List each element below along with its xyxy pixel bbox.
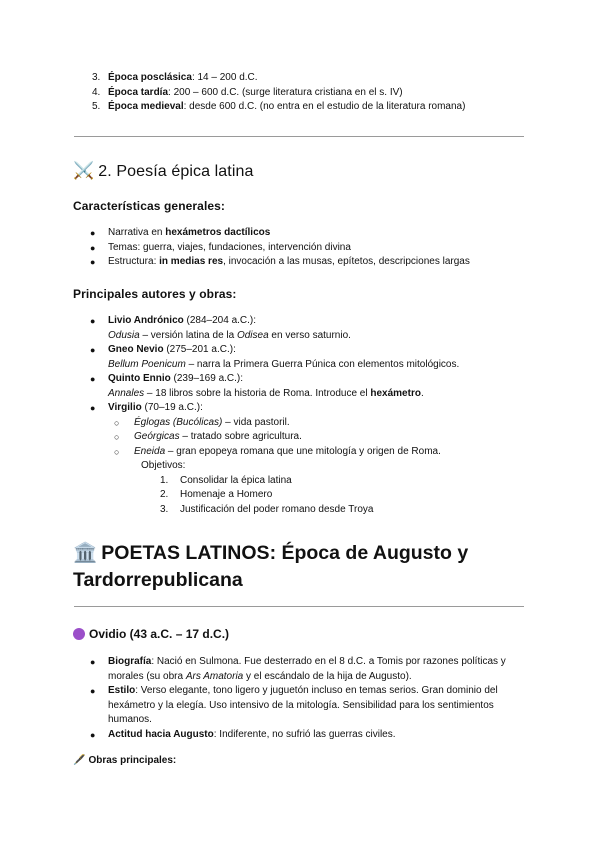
- list-item: [160, 474, 530, 489]
- text: en verso saturnio.: [268, 329, 351, 341]
- bullet-icon: ●: [90, 242, 96, 253]
- list-item-nevio: [90, 343, 530, 358]
- list-item: [92, 86, 465, 101]
- text: – 18 libros sobre la historia de Roma. Introduce el: [144, 387, 371, 399]
- work-title: Ars Amatoria: [185, 670, 244, 682]
- ovidio-list: [90, 655, 510, 742]
- author-work: [90, 387, 530, 402]
- bullet-icon: ●: [90, 316, 96, 326]
- autores-list: [90, 314, 530, 517]
- bullet-icon: ●: [90, 374, 96, 384]
- work-title: Annales: [108, 387, 145, 399]
- bold-text: hexámetros dactílicos: [165, 227, 271, 238]
- author-dates: (239–169 a.C.):: [170, 373, 244, 384]
- poetas-heading: [73, 540, 523, 594]
- text: – narra la Primera Guerra Púnica con elementos mitológicos.: [185, 358, 460, 370]
- bullet-icon: ●: [90, 257, 96, 267]
- crossed-swords-icon: ⚔️: [73, 161, 95, 180]
- bold-text: Biografía: [108, 656, 152, 667]
- author-name: Livio Andrónico: [108, 315, 184, 326]
- list-number: 3.: [92, 72, 101, 83]
- section-title: 2. Poesía épica latina: [98, 163, 254, 180]
- author-name: Quinto Ennio: [108, 373, 171, 384]
- period-name: Época posclásica: [108, 72, 192, 83]
- list-item: [114, 430, 530, 445]
- text: – tratado sobre agricultura.: [179, 431, 302, 442]
- bullet-icon: ●: [90, 729, 96, 740]
- list-item-ennio: [90, 372, 530, 387]
- period-range: : 14 – 200 d.C.: [191, 72, 258, 83]
- circle-bullet-icon: ○: [114, 432, 120, 442]
- text: Narrativa en: [108, 227, 166, 238]
- heading-title: Ovidio (43 a.C. – 17 d.C.): [89, 627, 230, 641]
- list-number: 5.: [92, 101, 101, 112]
- bold-text: Estilo: [108, 685, 136, 696]
- objetivos-label: Objetivos:: [141, 460, 186, 471]
- subheading-autores: Principales autores y obras:: [73, 287, 237, 301]
- work-title: Églogas (Bucólicas): [134, 416, 223, 428]
- work-title: Odisea: [236, 329, 269, 341]
- bullet-icon: ●: [90, 403, 96, 413]
- list-item: [90, 241, 530, 256]
- list-item-virgilio: [90, 401, 530, 416]
- divider: [74, 606, 524, 607]
- author-dates: (275–201 a.C.):: [163, 344, 236, 355]
- bold-text: Actitud hacia Augusto: [108, 728, 214, 740]
- bullet-icon: ●: [90, 345, 96, 355]
- subheading-caracteristicas: Características generales:: [73, 199, 226, 213]
- section-heading-epica: [73, 161, 253, 181]
- circle-bullet-icon: ○: [114, 417, 120, 428]
- text: – vida pastoril.: [222, 416, 290, 428]
- author-work: [90, 329, 530, 344]
- list-number: 1.: [160, 474, 169, 486]
- list-number: 2.: [160, 489, 169, 500]
- list-item: [160, 488, 530, 503]
- author-name: Virgilio: [108, 402, 142, 413]
- period-range: : desde 600 d.C. (no entra en el estudio de la literatura romana): [183, 101, 466, 112]
- text: : Indiferente, no sufrió las guerras civiles.: [213, 728, 396, 740]
- objetivos-list: [134, 474, 530, 518]
- author-dates: (70–19 a.C.):: [141, 402, 203, 413]
- text: Temas: guerra, viajes, fundaciones, intervención divina: [108, 241, 351, 253]
- author-name: Gneo Nevio: [108, 344, 164, 355]
- period-name: Época tardía: [108, 86, 169, 98]
- period-name: Época medieval: [108, 101, 184, 112]
- text: Estructura:: [108, 256, 160, 267]
- list-item: [92, 100, 465, 115]
- list-item-actitud: [90, 728, 510, 743]
- bold-text: in medias res: [159, 256, 224, 267]
- bullet-icon: ●: [90, 686, 96, 696]
- text: – versión latina de la: [139, 329, 237, 341]
- list-item: [114, 445, 530, 460]
- work-title: Bellum Poenicum: [108, 358, 186, 370]
- bullet-icon: ●: [90, 657, 96, 667]
- list-item: [90, 255, 530, 270]
- text: : Nació en Sulmona. Fue desterrado en el 8 d.C. a Tomis por razones políticas y morales (su obra: [108, 656, 506, 682]
- fountain-pen-icon: 🖋️: [73, 755, 86, 766]
- bold-text: hexámetro: [370, 387, 421, 399]
- ovidio-heading: [73, 627, 229, 641]
- bullet-icon: ●: [90, 228, 96, 238]
- list-item-biografia: [90, 655, 510, 684]
- virgilio-works: [90, 416, 530, 518]
- work-title: Geórgicas: [134, 431, 180, 442]
- work-title: Odusia: [108, 329, 140, 341]
- classical-building-icon: 🏛️: [73, 542, 98, 564]
- obras-heading: [73, 755, 176, 766]
- text: Consolidar la épica latina: [180, 474, 292, 486]
- list-number: 4.: [92, 86, 101, 98]
- list-item: [92, 71, 465, 86]
- periods-list: [92, 71, 465, 115]
- caracteristicas-list: [90, 226, 530, 270]
- list-item: [160, 503, 530, 518]
- text: – gran epopeya romana que une mitología y origen de Roma.: [165, 445, 441, 457]
- author-work: [90, 358, 530, 373]
- divider: [74, 136, 524, 137]
- period-range: : 200 – 600 d.C. (surge literatura cristiana en el s. IV): [168, 86, 403, 98]
- list-item: [90, 226, 530, 241]
- purple-circle-icon: [73, 628, 85, 640]
- list-item-livio: [90, 314, 530, 329]
- list-item: [114, 416, 530, 431]
- author-dates: (284–204 a.C.):: [183, 315, 257, 326]
- text: .: [420, 387, 424, 399]
- text: Homenaje a Homero: [180, 489, 273, 500]
- heading-title: POETAS LATINOS: Época de Augusto y Tardorrepublicana: [73, 542, 469, 591]
- text: , invocación a las musas, epítetos, descripciones largas: [223, 256, 470, 267]
- circle-bullet-icon: ○: [114, 446, 120, 457]
- text: : Verso elegante, tono ligero y juguetón incluso en temas serios. Gran dominio del hexámetro y la elegía. Uso intensivo de la mitología. Sensibilidad para los sentimientos humanos.: [108, 685, 498, 725]
- heading-title: Obras principales:: [88, 755, 177, 766]
- list-number: 3.: [160, 503, 169, 515]
- text: y el escándalo de la hija de Augusto).: [243, 670, 412, 682]
- work-title: Eneida: [134, 445, 166, 457]
- text: Justificación del poder romano desde Troya: [180, 503, 374, 515]
- list-item-estilo: [90, 684, 510, 728]
